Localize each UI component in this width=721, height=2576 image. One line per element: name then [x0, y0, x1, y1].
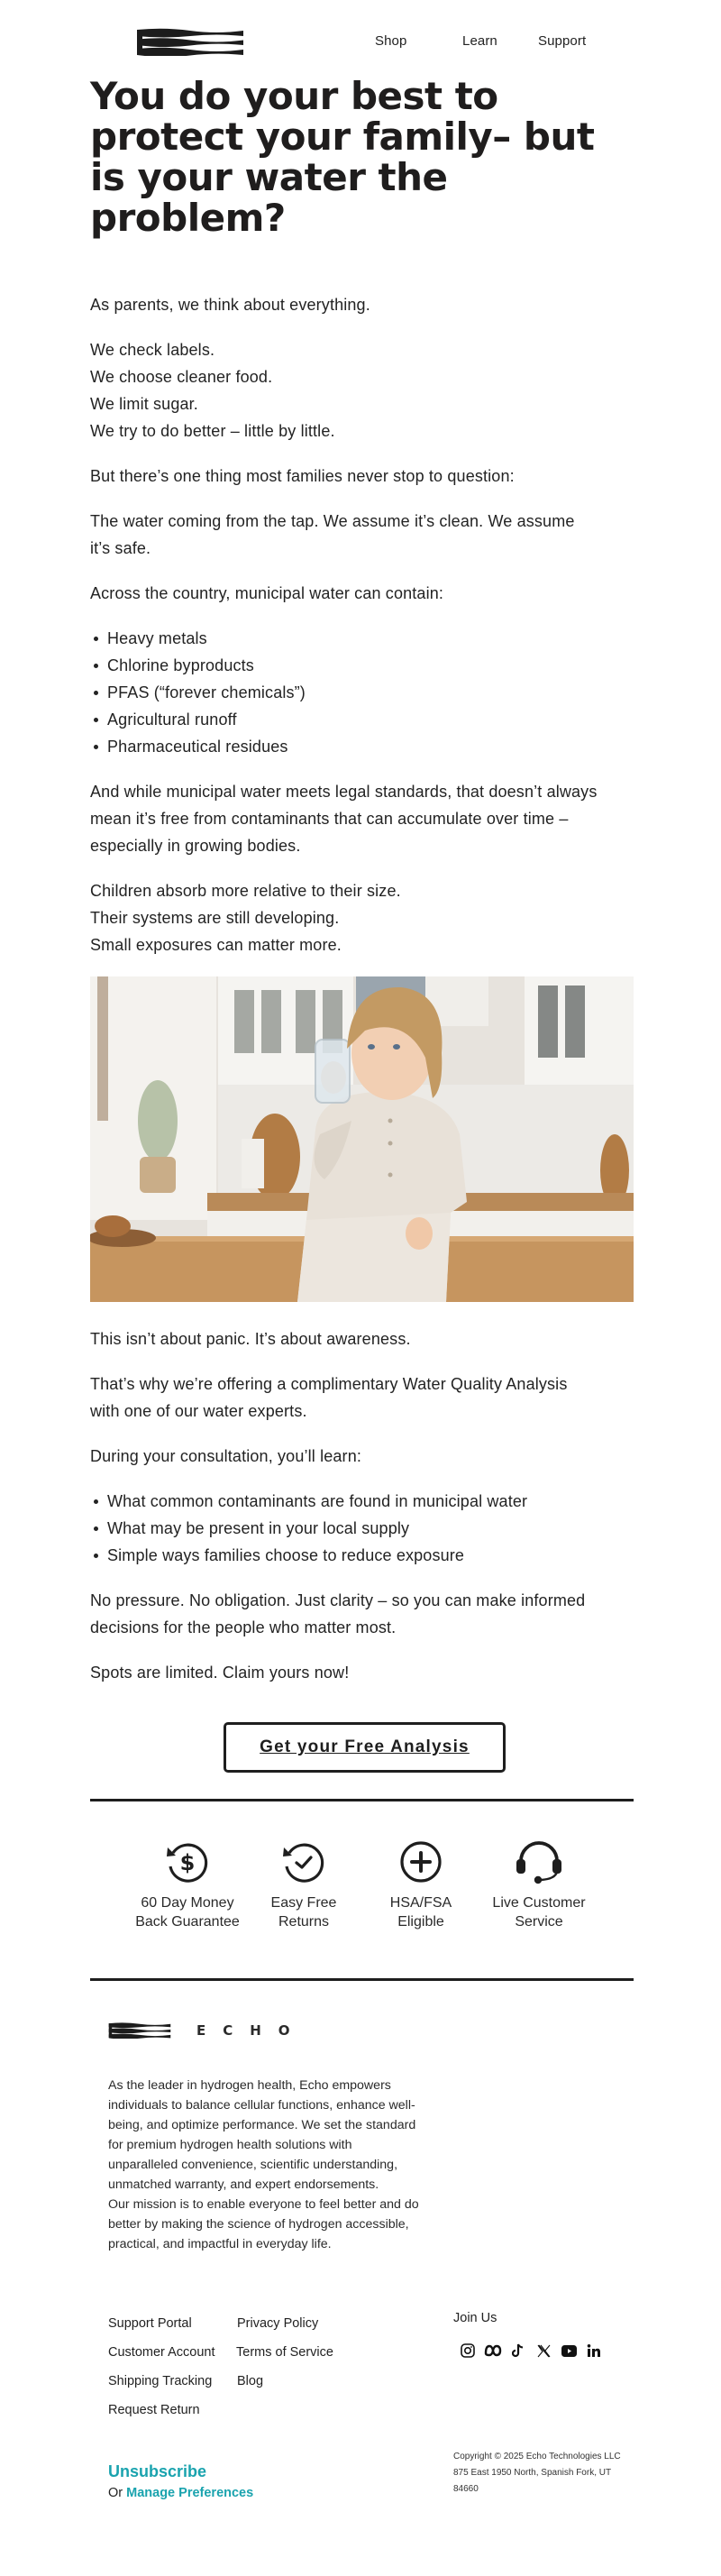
list-item: Pharmaceutical residues — [90, 733, 640, 760]
link-customer-account[interactable]: Customer Account — [108, 2345, 215, 2360]
list-item: Heavy metals — [90, 625, 640, 652]
link-terms-of-service[interactable]: Terms of Service — [236, 2345, 333, 2360]
text-line: better by making the science of hydrogen accessible, — [108, 2217, 409, 2232]
youtube-icon[interactable] — [556, 2341, 581, 2361]
divider — [90, 1978, 634, 1981]
nav-learn[interactable]: Learn — [462, 33, 497, 49]
text-line: mean it’s free from contaminants that can accumulate over time – — [90, 810, 569, 828]
badge-label: Returns — [278, 1914, 330, 1930]
manage-preferences-row — [108, 2486, 253, 2500]
x-twitter-icon[interactable] — [531, 2341, 556, 2361]
text-line: Their systems are still developing. — [90, 909, 340, 927]
social-links — [455, 2341, 607, 2361]
awareness-paragraph: This isn’t about panic. It’s about awareness. — [90, 1330, 411, 1348]
learn-list — [90, 1488, 640, 1569]
manage-preferences-link[interactable]: Manage Preferences — [126, 2486, 254, 2500]
tiktok-icon[interactable] — [506, 2341, 531, 2361]
intro-paragraph: As parents, we think about everything. — [90, 296, 370, 314]
headline-line: problem? — [90, 196, 286, 240]
spots-limited-paragraph: Spots are limited. Claim yours now! — [90, 1664, 350, 1682]
headline-line: You do your best to — [90, 74, 498, 118]
badge-label: Service — [515, 1914, 563, 1930]
legal-info — [453, 2449, 634, 2498]
echo-wordmark: ECHO — [196, 2022, 307, 2039]
mission-paragraph — [108, 2195, 442, 2254]
text-line: Our mission is to enable everyone to feel better and do — [108, 2197, 419, 2212]
badge-label: Back Guarantee — [135, 1914, 240, 1930]
returns-check-icon — [281, 1839, 326, 1884]
text-line: for premium hydrogen health solutions with — [108, 2138, 352, 2152]
list-item: Simple ways families choose to reduce exposure — [90, 1542, 640, 1569]
text-line: We limit sugar. — [90, 395, 198, 413]
badge-label: 60 Day Money — [141, 1895, 234, 1911]
children-paragraph — [90, 877, 640, 958]
join-us-label: Join Us — [453, 2311, 497, 2325]
text-line: especially in growing bodies. — [90, 837, 301, 855]
text-line: We check labels. — [90, 341, 215, 359]
or-text: Or — [108, 2486, 123, 2500]
badge-label: HSA/FSA — [389, 1895, 452, 1911]
child-drinking-water-image — [90, 976, 634, 1302]
link-blog[interactable]: Blog — [237, 2374, 264, 2388]
badge-free-returns — [245, 1839, 362, 1931]
consultation-paragraph: During your consultation, you’ll learn: — [90, 1447, 362, 1465]
contaminants-list — [90, 625, 640, 760]
badge-live-service — [480, 1839, 598, 1931]
divider — [90, 1799, 634, 1801]
badge-label: Live Customer — [492, 1895, 586, 1911]
text-line: That’s why we’re offering a complimentary Water Quality Analysis — [90, 1375, 568, 1393]
link-privacy-policy[interactable]: Privacy Policy — [237, 2316, 319, 2331]
list-item: Agricultural runoff — [90, 706, 640, 733]
plus-circle-icon — [398, 1839, 443, 1884]
list-item: What common contaminants are found in municipal water — [90, 1488, 640, 1515]
get-free-analysis-button[interactable]: Get your Free Analysis — [224, 1722, 506, 1773]
wave-logo-icon — [137, 28, 243, 56]
badge-label: Easy Free — [270, 1895, 337, 1911]
svg-text:$: $ — [179, 1850, 196, 1875]
text-line: Small exposures can matter more. — [90, 936, 342, 954]
no-pressure-paragraph — [90, 1587, 640, 1641]
address-text: 875 East 1950 North, Spanish Fork, UT — [453, 2468, 612, 2478]
list-item: PFAS (“forever chemicals”) — [90, 679, 640, 706]
question-paragraph: But there’s one thing most families never stop to question: — [90, 467, 515, 485]
echo-logo[interactable] — [137, 28, 243, 56]
text-line: Children absorb more relative to their size. — [90, 882, 401, 900]
unsubscribe-link[interactable]: Unsubscribe — [108, 2462, 207, 2480]
instagram-icon[interactable] — [455, 2341, 480, 2361]
offer-paragraph — [90, 1371, 640, 1425]
text-line: practical, and impactful in everyday life. — [108, 2237, 332, 2251]
money-back-icon — [165, 1839, 210, 1884]
text-line: with one of our water experts. — [90, 1402, 307, 1420]
nav-shop[interactable]: Shop — [375, 33, 407, 49]
badge-hsa-fsa — [362, 1839, 479, 1931]
headline — [90, 76, 649, 238]
about-paragraph — [108, 2076, 442, 2195]
text-line: being, and optimize performance. We set the standard — [108, 2118, 416, 2132]
text-line: individuals to balance cellular functions, enhance well- — [108, 2098, 415, 2113]
tap-water-paragraph — [90, 508, 640, 562]
zip-text: 84660 — [453, 2484, 479, 2494]
text-line: We try to do better – little by little. — [90, 422, 335, 440]
nav-support[interactable]: Support — [538, 33, 587, 49]
text-line: We choose cleaner food. — [90, 368, 273, 386]
list-item: What may be present in your local supply — [90, 1515, 640, 1542]
footer-logo[interactable] — [108, 2022, 171, 2039]
text-line: The water coming from the tap. We assume it’s clean. We assume — [90, 512, 575, 530]
badge-money-back — [129, 1839, 246, 1931]
copyright-text: Copyright © 2025 Echo Technologies LLC — [453, 2452, 621, 2461]
linkedin-icon[interactable] — [581, 2341, 607, 2361]
text-line: unparalleled convenience, scientific understanding, — [108, 2158, 398, 2172]
text-line: No pressure. No obligation. Just clarity – so you can make informed — [90, 1591, 586, 1609]
link-support-portal[interactable]: Support Portal — [108, 2316, 192, 2331]
list-item: Chlorine byproducts — [90, 652, 640, 679]
text-line: And while municipal water meets legal standards, that doesn’t always — [90, 783, 598, 801]
headset-icon — [514, 1839, 564, 1884]
text-line: As the leader in hydrogen health, Echo empowers — [108, 2078, 391, 2093]
badge-label: Eligible — [397, 1914, 444, 1930]
hero-image — [90, 976, 634, 1302]
text-line: unmatched warranty, and expert endorsements. — [108, 2177, 379, 2192]
wave-logo-icon — [108, 2022, 171, 2039]
text-line: decisions for the people who matter most. — [90, 1618, 397, 1636]
meta-icon[interactable] — [480, 2341, 506, 2361]
habits-paragraph — [90, 336, 640, 445]
headline-line: protect your family– but — [90, 115, 595, 159]
contain-paragraph: Across the country, municipal water can contain: — [90, 584, 444, 602]
link-request-return[interactable]: Request Return — [108, 2403, 200, 2417]
standards-paragraph — [90, 778, 640, 859]
text-line: it’s safe. — [90, 539, 151, 557]
link-shipping-tracking[interactable]: Shipping Tracking — [108, 2374, 213, 2388]
headline-line: is your water the — [90, 155, 448, 199]
